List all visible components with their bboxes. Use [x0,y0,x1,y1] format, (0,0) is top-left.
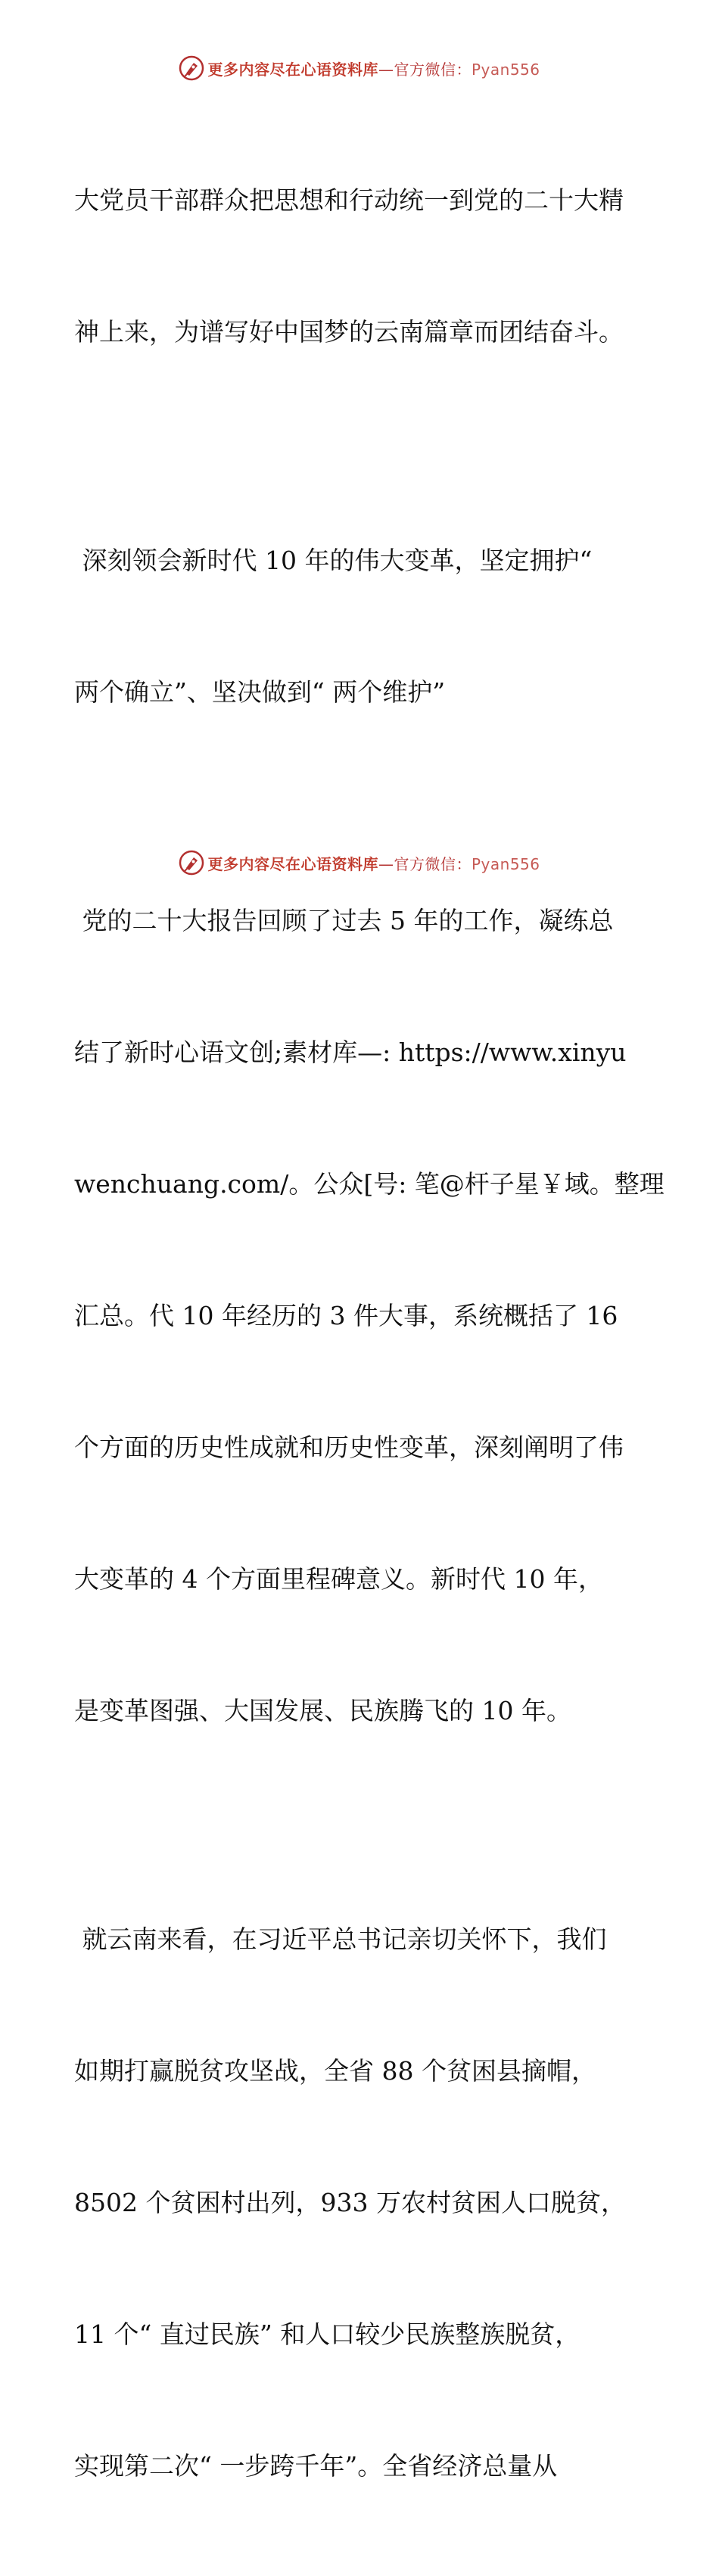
text-line: 党的二十大报告回顾了过去 5 年的工作，凝练总 [74,906,614,935]
pen-nib-logo-icon [179,55,204,81]
paragraph-1 [74,91,649,442]
text-line: 大党员干部群众把思想和行动统一到党的二十大精 [74,185,624,215]
paragraph-2 [74,451,649,802]
watermark-brand: 更多内容尽在心语资料库 [207,854,378,873]
text-line: 如期打赢脱贫攻坚战，全省 88 个贫困县摘帽， [74,2056,596,2086]
text-line: 结了新时心语文创;素材库—: https://www.xinyu [74,1038,627,1067]
watermark-brand: 更多内容尽在心语资料库 [207,60,378,79]
text-line: 个方面的历史性成就和历史性变革，深刻阐明了伟 [74,1433,624,1462]
text-line: 实现第二次“ 一步跨千年”。全省经济总量从 [74,2451,558,2481]
watermark-dash: — [378,854,394,873]
watermark-text [207,852,540,874]
text-line: 是变革图强、大国发展、民族腾飞的 10 年。 [74,1696,571,1725]
watermark-dash: — [378,60,394,79]
text-line: 两个确立”、坚决做到“ 两个维护” [74,677,446,707]
text-line: 神上来，为谱写好中国梦的云南篇章而团结奋斗。 [74,317,624,347]
header-watermark [0,53,719,83]
text-line: 8502 个贫困村出列，933 万农村贫困人口脱贫， [74,2188,626,2217]
pen-nib-logo-icon [179,850,204,876]
watermark-id: Pyan556 [471,854,540,873]
footer-watermark [0,848,719,878]
text-line: 11 个“ 直过民族” 和人口较少民族整族脱贫， [74,2319,580,2349]
watermark-label: 官方微信： [394,60,472,79]
text-line: wenchuang.com/。公众[号: 笔@杆子星￥域。整理 [74,1169,665,1199]
text-line: 汇总。代 10 年经历的 3 件大事，系统概括了 16 [74,1301,618,1330]
watermark-text [207,58,540,79]
document-body [74,91,665,2576]
text-line: 深刻领会新时代 10 年的伟大变革，坚定拥护“ [74,546,593,575]
watermark-label: 官方微信： [394,854,472,873]
paragraph-4 [74,1830,649,2576]
watermark-id: Pyan556 [471,60,540,79]
text-line: 就云南来看，在习近平总书记亲切关怀下，我们 [74,1924,607,1954]
text-line: 大变革的 4 个方面里程碑意义。新时代 10 年， [74,1564,603,1594]
paragraph-3 [74,811,665,1821]
